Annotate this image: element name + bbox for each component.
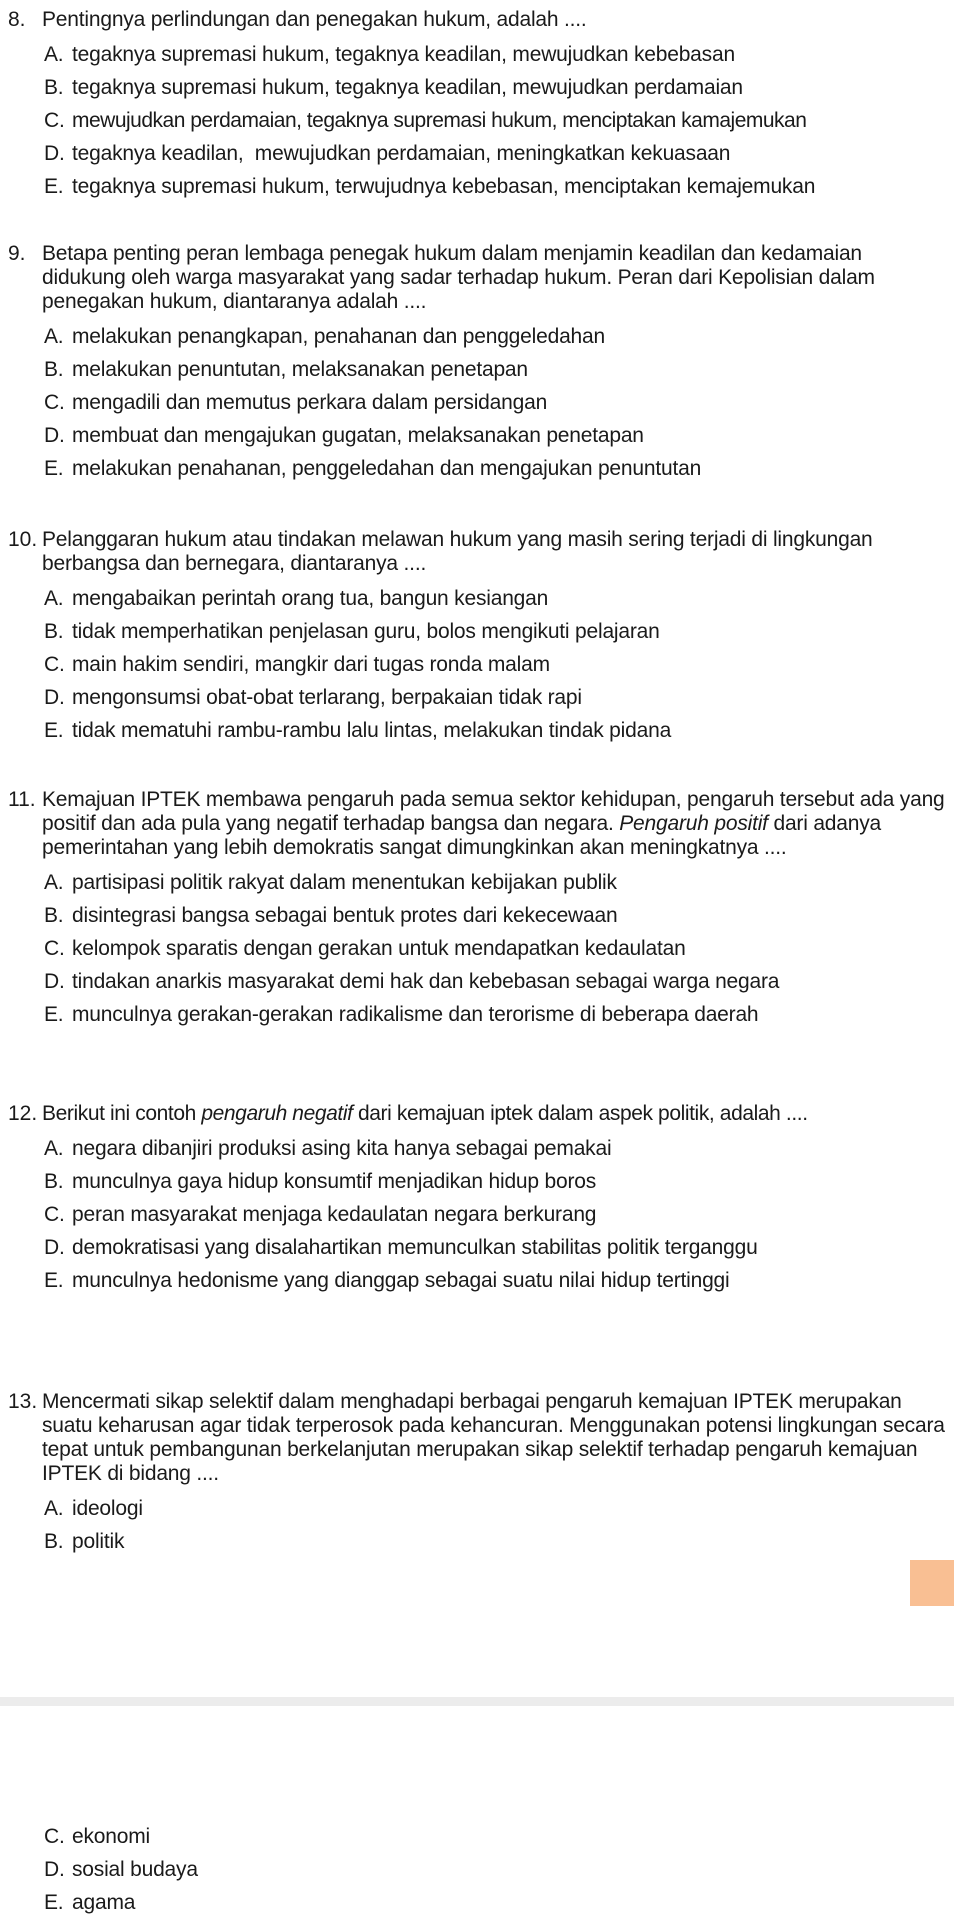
question-9 [8, 242, 950, 485]
option-d[interactable] [44, 1231, 950, 1264]
page-separator [0, 1697, 954, 1706]
options-list [44, 1132, 950, 1297]
option-letter: D. [44, 1236, 65, 1259]
option-text: negara dibanjiri produksi asing kita hanya sebagai pemakai [72, 1137, 612, 1160]
option-text: munculnya hedonisme yang dianggap sebagai suatu nilai hidup tertinggi [72, 1269, 730, 1292]
option-letter: A. [44, 587, 64, 610]
option-letter: A. [44, 1497, 64, 1520]
option-text: disintegrasi bangsa sebagai bentuk protes dari kekecewaan [72, 904, 618, 927]
option-letter: D. [44, 424, 65, 447]
option-letter: C. [44, 1203, 65, 1226]
option-text: membuat dan mengajukan gugatan, melaksanakan penetapan [72, 424, 644, 447]
option-a[interactable] [44, 320, 950, 353]
option-text: melakukan penangkapan, penahanan dan penggeledahan [72, 325, 605, 348]
option-letter: E. [44, 1003, 64, 1026]
option-text: melakukan penuntutan, melaksanakan penetapan [72, 358, 528, 381]
option-letter: D. [44, 970, 65, 993]
option-letter: C. [44, 1825, 65, 1848]
question-number: 8. [8, 8, 26, 31]
option-a[interactable] [44, 38, 950, 71]
option-letter: B. [44, 76, 64, 99]
option-text: mengadili dan memutus perkara dalam persidangan [72, 391, 548, 414]
option-letter: A. [44, 43, 64, 66]
option-text: tegaknya keadilan, mewujudkan perdamaian, meningkatkan kekuasaan [72, 142, 731, 165]
option-e[interactable] [44, 170, 950, 203]
option-a[interactable] [44, 1132, 950, 1165]
question-number: 11. [8, 788, 36, 811]
option-letter: C. [44, 937, 65, 960]
option-e[interactable] [44, 1886, 198, 1919]
option-text: tegaknya supremasi hukum, tegaknya keadilan, mewujudkan kebebasan [72, 43, 735, 66]
orange-marker-block [910, 1560, 954, 1606]
option-c[interactable] [44, 1198, 950, 1231]
question-text: Betapa penting peran lembaga penegak hukum dalam menjamin keadilan dan kedamaian didukung oleh warga masyarakat yang sadar terhadap hukum. Peran dari Kepolisian dalam penegakan hukum, diantaranya adalah .... [42, 242, 875, 313]
option-text: tegaknya supremasi hukum, terwujudnya kebebasan, menciptakan kemajemukan [72, 175, 816, 198]
option-c[interactable] [44, 1820, 198, 1853]
option-letter: C. [44, 109, 65, 132]
question-number: 12. [8, 1102, 38, 1125]
options-list [44, 866, 950, 1031]
option-text: sosial budaya [72, 1858, 198, 1881]
options-list [44, 1492, 950, 1558]
option-text: melakukan penahanan, penggeledahan dan mengajukan penuntutan [72, 457, 702, 480]
question-stem [8, 242, 950, 314]
options-list [44, 38, 950, 203]
option-d[interactable] [44, 419, 950, 452]
option-text: ekonomi [72, 1825, 150, 1848]
option-a[interactable] [44, 1492, 950, 1525]
option-e[interactable] [44, 452, 950, 485]
option-letter: C. [44, 653, 65, 676]
option-a[interactable] [44, 866, 950, 899]
option-b[interactable] [44, 615, 950, 648]
option-letter: D. [44, 686, 65, 709]
option-text: politik [72, 1530, 125, 1553]
question-stem [8, 528, 950, 576]
option-text: munculnya gerakan-gerakan radikalisme dan terorisme di beberapa daerah [72, 1003, 759, 1026]
option-b[interactable] [44, 1165, 950, 1198]
option-letter: C. [44, 391, 65, 414]
question-text: Pelanggaran hukum atau tindakan melawan hukum yang masih sering terjadi di lingkungan berbangsa dan bernegara, diantaranya .... [42, 528, 873, 575]
option-d[interactable] [44, 965, 950, 998]
option-letter: A. [44, 1137, 64, 1160]
question-stem [8, 8, 950, 32]
option-b[interactable] [44, 1525, 950, 1558]
option-text: main hakim sendiri, mangkir dari tugas ronda malam [72, 653, 550, 676]
option-text: mewujudkan perdamaian, tegaknya supremasi hukum, menciptakan kamajemukan [72, 109, 807, 132]
option-c[interactable] [44, 932, 950, 965]
question-10 [8, 528, 950, 747]
option-e[interactable] [44, 998, 950, 1031]
option-a[interactable] [44, 582, 950, 615]
question-text: Pentingnya perlindungan dan penegakan hukum, adalah .... [42, 8, 587, 31]
option-letter: A. [44, 871, 64, 894]
question-number: 9. [8, 242, 26, 265]
option-d[interactable] [44, 1853, 198, 1886]
option-text: tindakan anarkis masyarakat demi hak dan kebebasan sebagai warga negara [72, 970, 780, 993]
option-letter: E. [44, 719, 64, 742]
option-text: kelompok sparatis dengan gerakan untuk mendapatkan kedaulatan [72, 937, 686, 960]
option-letter: B. [44, 904, 64, 927]
option-text: peran masyarakat menjaga kedaulatan negara berkurang [72, 1203, 597, 1226]
question-stem [8, 788, 950, 860]
option-text: tegaknya supremasi hukum, tegaknya keadilan, mewujudkan perdamaian [72, 76, 743, 99]
question-text: Kemajuan IPTEK membawa pengaruh pada semua sektor kehidupan, pengaruh tersebut ada yang positif dan ada pula yang negatif terhadap bangsa dan negara. Pengaruh positif dari adanya pemerintahan yang lebih demokratis sangat dimungkinkan akan meningkatnya .... [42, 788, 945, 859]
option-text: mengonsumsi obat-obat terlarang, berpakaian tidak rapi [72, 686, 582, 709]
option-text: tidak memperhatikan penjelasan guru, bolos mengikuti pelajaran [72, 620, 660, 643]
option-text: mengabaikan perintah orang tua, bangun kesiangan [72, 587, 549, 610]
emphasis-text: Pengaruh positif [619, 812, 768, 835]
option-e[interactable] [44, 714, 950, 747]
option-letter: B. [44, 1170, 64, 1193]
option-letter: B. [44, 620, 64, 643]
options-list [44, 582, 950, 747]
question-12 [8, 1102, 950, 1297]
question-text: Berikut ini contoh pengaruh negatif dari kemajuan iptek dalam aspek politik, adalah .... [42, 1102, 808, 1125]
option-letter: A. [44, 325, 64, 348]
option-letter: E. [44, 1891, 64, 1914]
question-stem [8, 1390, 950, 1486]
option-b[interactable] [44, 353, 950, 386]
option-letter: B. [44, 1530, 64, 1553]
question-number: 13. [8, 1390, 38, 1413]
option-c[interactable] [44, 648, 950, 681]
question-text: Mencermati sikap selektif dalam menghadapi berbagai pengaruh kemajuan IPTEK merupakan suatu keharusan agar tidak terperosok pada kehancuran. Menggunakan potensi lingkungan secara tepat untuk pembangunan berkelanjutan merupakan sikap selektif terhadap pengaruh kemajuan IPTEK di bidang .... [42, 1390, 945, 1485]
option-d[interactable] [44, 681, 950, 714]
continued-options-list [44, 1820, 198, 1919]
option-c[interactable] [44, 104, 950, 137]
option-text: ideologi [72, 1497, 143, 1520]
option-letter: E. [44, 175, 64, 198]
option-letter: D. [44, 142, 65, 165]
option-b[interactable] [44, 71, 950, 104]
option-c[interactable] [44, 386, 950, 419]
option-letter: D. [44, 1858, 65, 1881]
option-text: partisipasi politik rakyat dalam menentukan kebijakan publik [72, 871, 617, 894]
option-letter: E. [44, 457, 64, 480]
option-letter: E. [44, 1269, 64, 1292]
question-8 [8, 8, 950, 203]
option-text: agama [72, 1891, 136, 1914]
option-d[interactable] [44, 137, 950, 170]
option-text: munculnya gaya hidup konsumtif menjadikan hidup boros [72, 1170, 597, 1193]
option-letter: B. [44, 358, 64, 381]
question-13 [8, 1390, 950, 1558]
option-e[interactable] [44, 1264, 950, 1297]
question-11 [8, 788, 950, 1031]
question-stem [8, 1102, 950, 1126]
option-b[interactable] [44, 899, 950, 932]
question-number: 10. [8, 528, 38, 551]
options-list [44, 320, 950, 485]
option-text: demokratisasi yang disalahartikan memunculkan stabilitas politik terganggu [72, 1236, 758, 1259]
emphasis-text: pengaruh negatif [201, 1102, 353, 1125]
option-text: tidak mematuhi rambu-rambu lalu lintas, melakukan tindak pidana [72, 719, 672, 742]
